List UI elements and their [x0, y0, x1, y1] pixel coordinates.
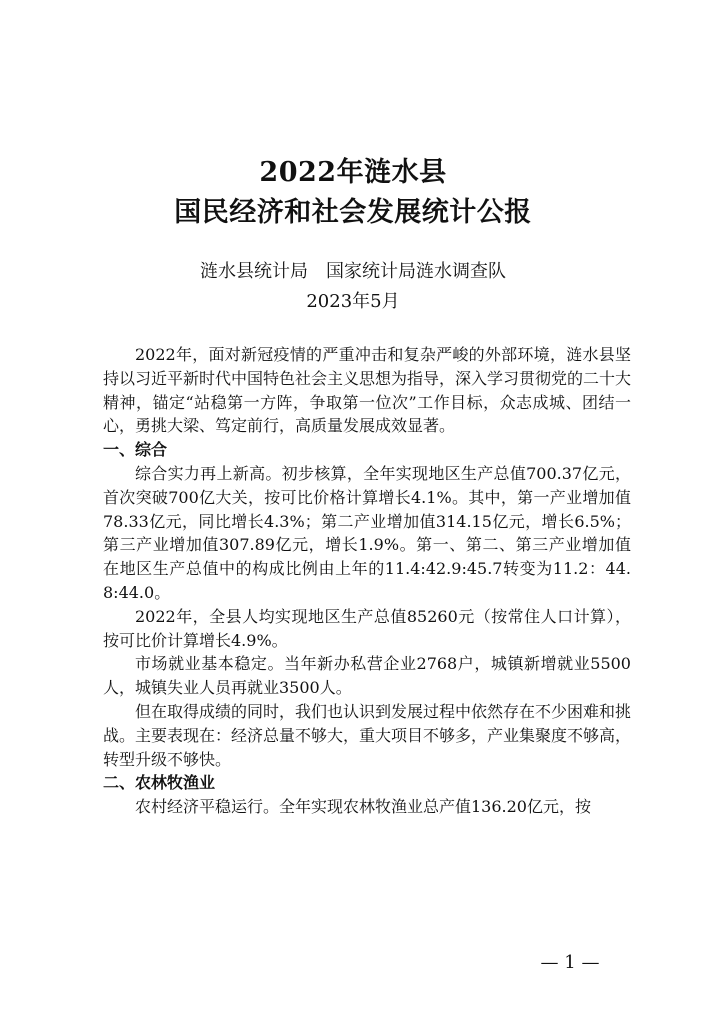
author-survey-team: 国家统计局涟水调查队	[326, 261, 506, 282]
section-heading-overview: 一、综合	[103, 440, 168, 460]
author-statistics-bureau: 涟水县统计局	[200, 261, 308, 282]
intro-paragraph: 2022年，面对新冠疫情的严重冲击和复杂严峻的外部环境，涟水县坚持以习近平新时代中国特色社会主义思想为指导，深入学习贯彻党的二十大精神，锚定“站稳第一方阵，争取第一位次”工作目标，众志成城、团结一心，勇挑大梁、笃定前行，高质量发展成效显著。	[103, 345, 632, 436]
publication-date: 2023年5月	[306, 291, 400, 312]
overview-paragraph-per-capita: 2022年，全县人均实现地区生产总值85260元（按常住人口计算），按可比价计算增长4.9%。	[103, 606, 631, 650]
author-line	[0, 257, 706, 287]
report-title-year: 2022年涟水县	[259, 157, 447, 188]
report-body	[103, 343, 631, 819]
overview-paragraph-challenges: 但在取得成绩的同时，我们也认识到发展过程中依然存在不少困难和挑战。主要表现在：经济总量不够大，重大项目不够多，产业集聚度不够高，转型升级不够快。	[103, 701, 632, 769]
overview-paragraph-employment: 市场就业基本稳定。当年新办私营企业2768户，城镇新增就业5500人，城镇失业人员再就业3500人。	[103, 654, 631, 698]
section-heading-agriculture: 二、农林牧渔业	[103, 773, 216, 793]
overview-paragraph-gdp: 综合实力再上新高。初步核算，全年实现地区生产总值700.37亿元，首次突破700亿大关，按可比价格计算增长4.1%。其中，第一产业增加值78.33亿元，同比增长4.3%；第二产业增加值314.15亿元，增长6.5%；第三产业增加值307.89亿元，增长1.9%。第一、第二、第三产业增加值在地区生产总值中的构成比例由上年的11.4:42.9:45.7转变为11.2：44.8:44.0。	[103, 463, 631, 602]
report-title-main: 国民经济和社会发展统计公报	[174, 197, 532, 228]
page-number: — 1 —	[540, 952, 600, 973]
agriculture-paragraph: 农村经济平稳运行。全年实现农林牧渔业总产值136.20亿元，按	[135, 797, 591, 817]
